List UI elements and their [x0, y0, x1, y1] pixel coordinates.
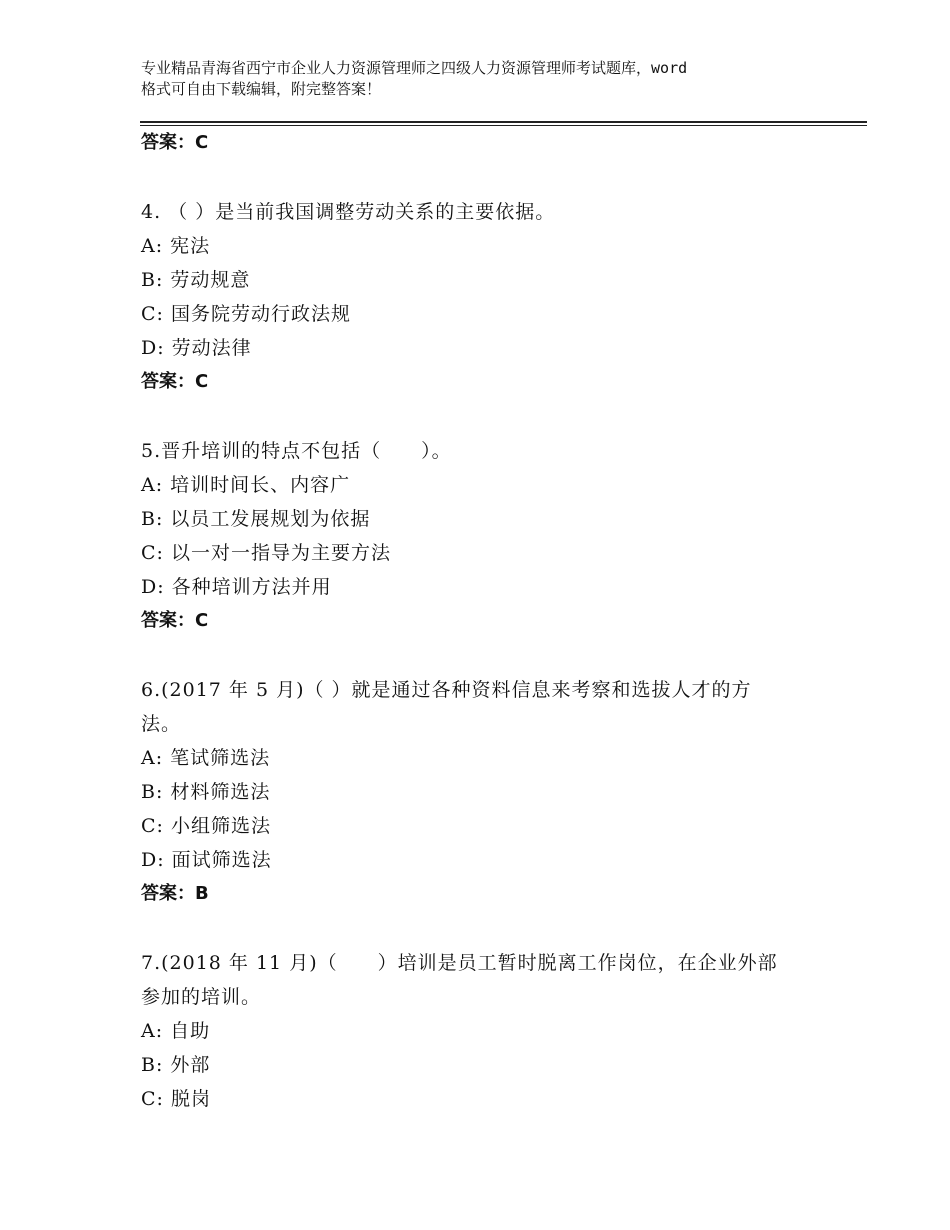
question-5-option-b: B: 以员工发展规划为依据 [141, 508, 371, 530]
question-7-stem-line-1: 7.(2018 年 11 月)（ ）培训是员工暂时脱离工作岗位，在企业外部 [141, 952, 778, 974]
header-rule-thick [140, 121, 867, 123]
question-4-option-a: A: 宪法 [141, 235, 211, 257]
question-4-option-c: C: 国务院劳动行政法规 [141, 303, 351, 325]
question-4-option-d: D: 劳动法律 [141, 337, 252, 359]
question-6-option-d: D: 面试筛选法 [141, 849, 272, 871]
question-4-option-b: B: 劳动规意 [141, 269, 251, 291]
answer-q5: 答案：C [141, 610, 209, 631]
question-6-stem-line-2: 法。 [141, 713, 182, 735]
question-7-stem-line-2: 参加的培训。 [141, 986, 262, 1008]
question-6-option-a: A: 笔试筛选法 [141, 747, 271, 769]
document-header [141, 58, 831, 100]
answer-q6: 答案：B [141, 883, 209, 904]
question-7-option-a: A: 自助 [141, 1020, 211, 1042]
header-line-1: 专业精品青海省西宁市企业人力资源管理师之四级人力资源管理师考试题库，word [141, 59, 688, 77]
question-7-option-b: B: 外部 [141, 1054, 211, 1076]
question-5-option-d: D: 各种培训方法并用 [141, 576, 332, 598]
question-5-option-a: A: 培训时间长、内容广 [141, 474, 351, 496]
question-7-option-c: C: 脱岗 [141, 1088, 211, 1110]
answer-q4: 答案：C [141, 371, 209, 392]
header-line-2: 格式可自由下载编辑，附完整答案！ [141, 80, 382, 98]
question-5-option-c: C: 以一对一指导为主要方法 [141, 542, 391, 564]
question-6-stem-line-1: 6.(2017 年 5 月)（ ）就是通过各种资料信息来考察和选拔人才的方 [141, 679, 752, 701]
question-6-option-c: C: 小组筛选法 [141, 815, 271, 837]
answer-q3: 答案：C [141, 132, 209, 153]
question-6-option-b: B: 材料筛选法 [141, 781, 271, 803]
question-5-stem: 5.晋升培训的特点不包括（ ）。 [141, 440, 452, 462]
header-rule-thin [140, 125, 867, 126]
question-4-stem: 4. （ ）是当前我国调整劳动关系的主要依据。 [141, 201, 556, 223]
